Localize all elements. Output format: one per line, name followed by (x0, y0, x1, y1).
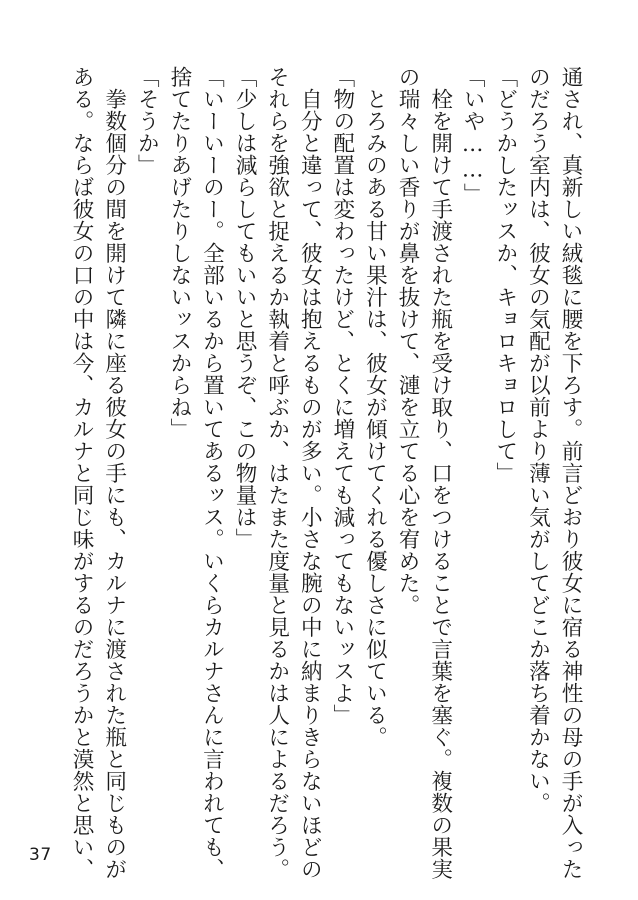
text-line: の瑞々しい香りが鼻を抜けて、漣を立てる心を宥めた。 (395, 66, 421, 616)
text-line: 捨てたりあげたりしないッスからね」 (166, 66, 192, 440)
text-line: 自分と違って、彼女は抱えるものが多い。小さな腕の中に納まりきらないほどの (297, 66, 323, 880)
text-line: それらを強欲と捉えるか執着と呼ぶか、はたまた度量と見るかは人によるだろう。 (264, 66, 290, 880)
text-line: 「どうかしたッスか、キョロキョロして」 (492, 66, 518, 484)
text-line: とろみのある甘い果汁は、彼女が傾けてくれる優しさに似ている。 (362, 66, 388, 748)
text-line: 「物の配置は変わったけど、とくに増えても減ってもないッスよ」 (329, 66, 355, 726)
text-line: ある。ならば彼女の口の中は今、カルナと同じ味がするのだろうかと漠然と思い、 (69, 66, 95, 880)
vertical-text-block (51, 66, 586, 880)
text-line: 「少しは減らしてもいいと思うぞ、この物量は」 (232, 66, 258, 550)
text-line: 栓を開けて手渡された瓶を受け取り、口をつけることで言葉を塞ぐ。複数の果実 (427, 66, 453, 880)
text-line: 拳数個分の間を開けて隣に座る彼女の手にも、カルナに渡された瓶と同じものが (101, 66, 127, 880)
text-line: 通され、真新しい絨毯に腰を下ろす。前言どおり彼女に宿る神性の母の手が入った (558, 66, 583, 880)
text-line: 「いや……」 (460, 66, 486, 205)
text-line: のだろう室内は、彼女の気配が以前より薄い気がしてどこか落ち着かない。 (525, 66, 551, 814)
page-number: 37 (29, 845, 52, 865)
text-line: 「いーいーのー。全部いるから置いてあるッス。いくらカルナさんに言われても、 (199, 66, 225, 880)
text-line: 「そうか」 (134, 66, 160, 176)
